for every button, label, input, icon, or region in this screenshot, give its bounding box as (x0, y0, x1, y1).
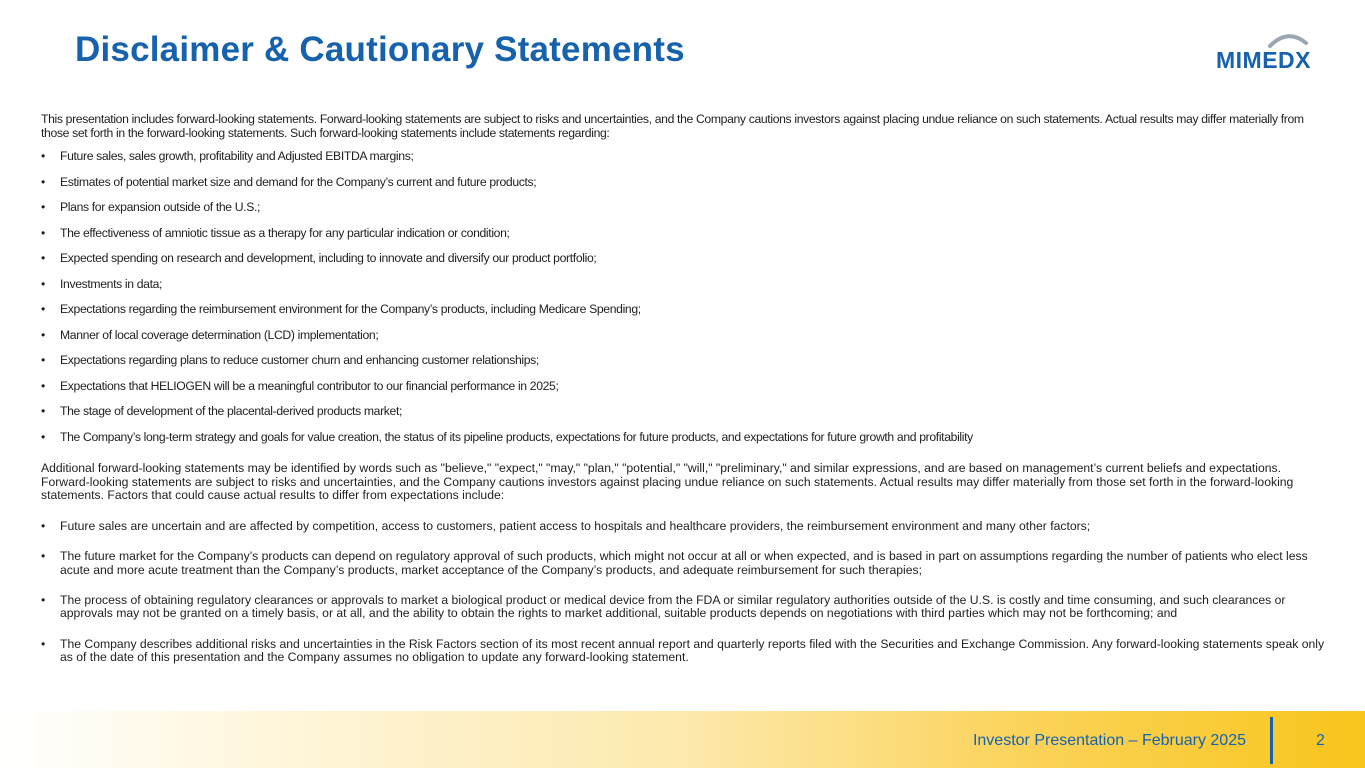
disclaimer-body (41, 113, 1331, 665)
list-item: • Expected spending on research and development, including to innovate and diversify our product portfolio; (41, 252, 1331, 266)
list-item: • Investments in data; (41, 278, 1331, 292)
list-item: • The process of obtaining regulatory clearances or approvals to market a biological product or medical device from the FDA or similar regulatory authorities outside of the U.S. is costly and time consuming, and such clearances or approvals may not be granted on a timely basis, or at all, and the ability to obtain the rights to market additional, suitable products depends on negotiations with third parties which may not be forthcoming; and (41, 594, 1331, 621)
list-item: • The stage of development of the placental-derived products market; (41, 405, 1331, 419)
risk-factors-list (41, 520, 1331, 665)
mimedx-logo (1216, 30, 1332, 72)
list-item: • The effectiveness of amniotic tissue as a therapy for any particular indication or condition; (41, 227, 1331, 241)
list-item: • Future sales, sales growth, profitability and Adjusted EBITDA margins; (41, 150, 1331, 164)
list-item: • Expectations regarding plans to reduce customer churn and enhancing customer relationships; (41, 354, 1331, 368)
list-item: • The Company’s long-term strategy and goals for value creation, the status of its pipeline products, expectations for future products, and expectations for future growth and profitability (41, 431, 1331, 445)
list-item: • Future sales are uncertain and are affected by competition, access to customers, patient access to hospitals and healthcare providers, the reimbursement environment and many other factors; (41, 520, 1331, 534)
additional-paragraph: Additional forward-looking statements may be identified by words such as "believe," "expect," "may," "plan," "potential," "will," "preliminary," and similar expressions, and are based on management’s current beliefs and expectations. Forward-looking statements are subject to risks and uncertainties, and the Company cautions investors against placing undue reliance on such statements. Actual results may differ materially from those set forth in the forward-looking statements. Factors that could cause actual results to differ from expectations include: (41, 461, 1294, 503)
page-title: Disclaimer & Cautionary Statements (75, 30, 685, 69)
list-item: • Manner of local coverage determination (LCD) implementation; (41, 329, 1331, 343)
footer-bar (0, 711, 1365, 768)
list-item: • Expectations that HELIOGEN will be a meaningful contributor to our financial performance in 2025; (41, 380, 1331, 394)
forward-looking-topics-list (41, 150, 1331, 444)
logo-arc-icon (1268, 30, 1308, 48)
list-item: • Expectations regarding the reimbursement environment for the Company’s products, including Medicare Spending; (41, 303, 1331, 317)
list-item: • The future market for the Company’s products can depend on regulatory approval of such products, which might not occur at all or when expected, and is based in part on assumptions regarding the number of patients who elect less acute and more acute treatment than the Company’s products, market acceptance of the Company’s products, and adequate reimbursement for such therapies; (41, 550, 1331, 577)
list-item: • Plans for expansion outside of the U.S.; (41, 201, 1331, 215)
footer-label: Investor Presentation – February 2025 (972, 732, 1246, 749)
footer-divider (1270, 717, 1273, 764)
list-item: • Estimates of potential market size and demand for the Company’s current and future products; (41, 176, 1331, 190)
page-number: 2 (1316, 732, 1325, 749)
intro-paragraph: This presentation includes forward-looking statements. Forward-looking statements are subject to risks and uncertainties, and the Company cautions investors against placing undue reliance on such statements. Actual results may differ materially from those set forth in the forward-looking statements. Such forward-looking statements include statements regarding: (41, 112, 1304, 140)
logo-text: MIMEDX (1216, 47, 1311, 73)
list-item: • The Company describes additional risks and uncertainties in the Risk Factors section of its most recent annual report and quarterly reports filed with the Securities and Exchange Commission. Any forward-looking statements speak only as of the date of this presentation and the Company assumes no obligation to update any forward-looking statement. (41, 638, 1331, 665)
